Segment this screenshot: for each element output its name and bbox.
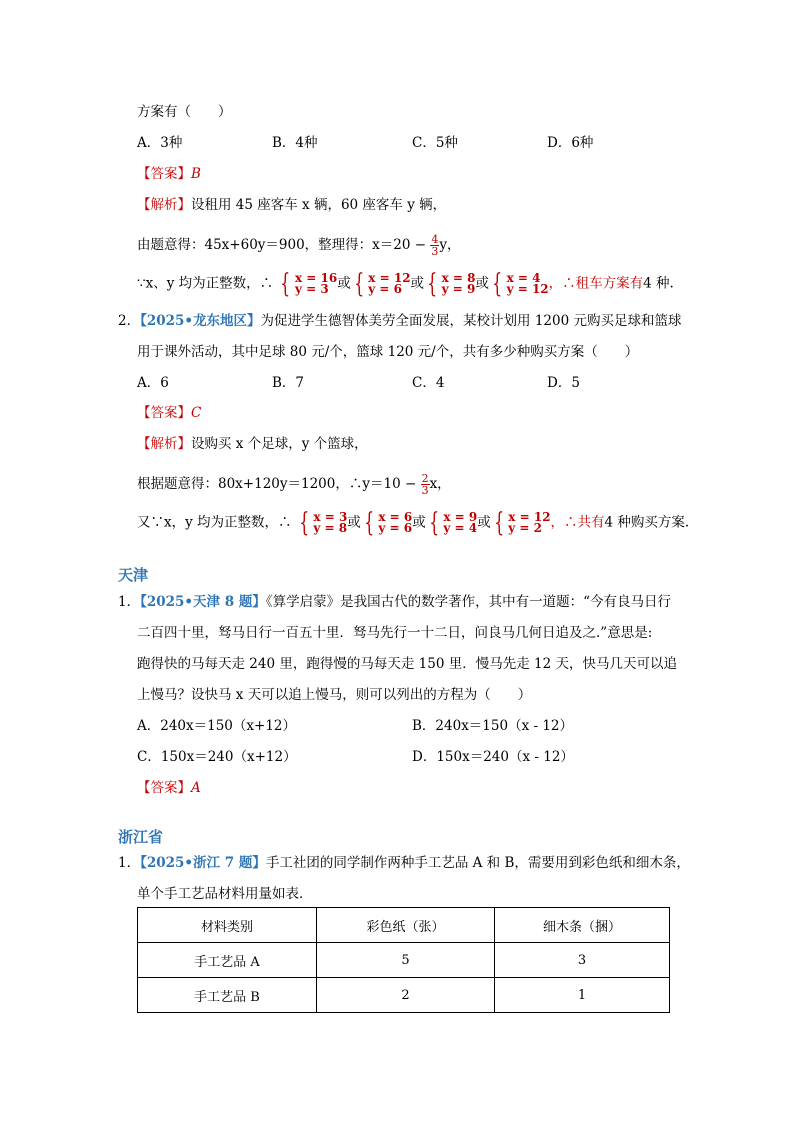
equation-text: 由题意得：45x+60y＝900，整理得：x＝20 −	[137, 237, 427, 253]
option-a: A．240x＝150（x+12）	[137, 718, 297, 734]
question-stem-tail: 方案有（ ）	[137, 104, 232, 120]
table-cell: 1	[495, 978, 670, 1013]
equation-tail: x，	[429, 476, 451, 492]
solution-system-1: { x = 3 y = 8	[299, 508, 348, 538]
answer-label: 【答案】	[137, 405, 191, 421]
condition-text: 又∵x，y 均为正整数，∴	[137, 514, 292, 531]
solution-system-2: { x = 6 y = 6	[364, 508, 413, 538]
option-d: D．5	[547, 375, 580, 391]
sol-y: y = 8	[313, 521, 348, 535]
option-b: B．240x＝150（x - 12）	[412, 718, 574, 734]
question-number: 2．	[118, 313, 141, 329]
analysis-line-3	[137, 269, 674, 299]
analysis-text: 设购买 x 个足球，y 个篮球，	[191, 436, 368, 452]
question-line-2: 单个手工艺品材料用量如表．	[137, 886, 313, 902]
answer-value: B	[191, 166, 201, 182]
table-cell: 5	[317, 943, 495, 978]
analysis-label: 【解析】	[137, 436, 191, 452]
sol-x: x = 6	[378, 510, 413, 524]
answer-label: 【答案】	[137, 166, 191, 182]
sol-y: y = 12	[506, 282, 549, 296]
sol-y: y = 3	[294, 282, 329, 296]
fraction-denominator: 3	[431, 245, 439, 258]
solution-system-3: { x = 8 y = 9	[427, 269, 476, 299]
question-stem: 手工社团的同学制作两种手工艺品 A 和 B，需要用到彩色纸和细木条，	[265, 855, 690, 871]
sol-x: x = 12	[368, 271, 411, 285]
table-header-cell: 材料类别	[138, 908, 317, 943]
option-d: D．6种	[547, 135, 594, 151]
question-line-1	[118, 853, 690, 873]
option-b: B．7	[272, 375, 305, 391]
option-c: C．4	[412, 375, 445, 391]
option-b: B．4种	[272, 135, 318, 151]
solution-system-3: { x = 9 y = 4	[429, 508, 478, 538]
question-2-line-1	[118, 311, 682, 331]
question-number: 1．	[118, 594, 141, 610]
table-row	[138, 978, 670, 1013]
question-line-4: 上慢马？设快马 x 天可以追上慢马，则可以列出的方程为（ ）	[137, 687, 532, 703]
answer-value: C	[191, 405, 202, 421]
equation-tail: y，	[439, 237, 461, 253]
or-word: 或	[347, 514, 361, 531]
analysis-text: 设租用 45 座客车 x 辆，60 座客车 y 辆，	[191, 197, 447, 213]
or-word: 或	[477, 514, 491, 531]
section-heading-zhejiang: 浙江省	[118, 828, 164, 846]
analysis-line-1	[137, 434, 368, 454]
answer-line	[137, 164, 201, 184]
fraction	[421, 473, 430, 496]
sol-x: x = 3	[313, 510, 348, 524]
table-header-cell: 彩色纸（张）	[317, 908, 495, 943]
sol-x: x = 12	[508, 510, 551, 524]
sol-x: x = 9	[443, 510, 478, 524]
option-c: C．150x＝240（x+12）	[137, 749, 297, 765]
analysis-line-2	[137, 234, 461, 257]
option-c: C．5种	[412, 135, 458, 151]
equation-text: 根据题意得：80x+120y＝1200，∴y＝10 −	[137, 476, 417, 492]
question-2-line-2: 用于课外活动，其中足球 80 元/个，篮球 120 元/个，共有多少种购买方案（ ）	[137, 344, 639, 360]
sol-x: x = 4	[506, 271, 541, 285]
table-header-cell: 细木条（捆）	[495, 908, 670, 943]
table-row	[138, 943, 670, 978]
analysis-line-3	[137, 508, 690, 538]
table-header-row	[138, 908, 670, 943]
fraction-numerator: 2	[421, 472, 429, 485]
sol-y: y = 4	[443, 521, 478, 535]
table-cell: 2	[317, 978, 495, 1013]
question-stem: 《算学启蒙》是我国古代的数学著作，其中有一道题：“今有良马日行	[265, 594, 671, 610]
solution-system-4: { x = 12 y = 2	[494, 508, 551, 538]
fraction-denominator: 3	[421, 484, 429, 497]
analysis-label: 【解析】	[137, 197, 191, 213]
conclusion-text: ，∴租车方案有	[548, 275, 644, 292]
sol-y: y = 2	[508, 521, 543, 535]
or-word: 或	[412, 514, 426, 531]
question-line-3: 跑得快的马每天走 240 里，跑得慢的马每天走 150 里．慢马先走 12 天，快马几天可以追	[137, 656, 677, 672]
analysis-line-2	[137, 473, 451, 496]
question-line-1	[118, 592, 671, 612]
option-a: A．6	[137, 375, 169, 391]
analysis-line-1	[137, 195, 446, 215]
answer-line	[137, 403, 201, 423]
sol-y: y = 6	[368, 282, 403, 296]
or-word: 或	[410, 275, 425, 292]
table-cell: 3	[495, 943, 670, 978]
solution-system-1: { x = 16 y = 3	[280, 269, 338, 299]
question-stem: 为促进学生德智体美劳全面发展，某校计划用 1200 元购买足球和篮球	[260, 313, 682, 329]
question-number: 1．	[118, 855, 141, 871]
solution-system-4: { x = 4 y = 12	[492, 269, 549, 299]
sol-x: x = 8	[441, 271, 476, 285]
table-cell: 手工艺品 A	[138, 943, 317, 978]
section-heading-tianjin: 天津	[118, 566, 149, 584]
option-a: A．3种	[137, 135, 183, 151]
conclusion-end: 4 种.	[643, 275, 674, 292]
fraction-numerator: 4	[431, 233, 439, 246]
option-d: D．150x＝240（x - 12）	[412, 749, 574, 765]
conclusion-text: ，∴共有	[550, 514, 605, 531]
question-source: 【2025•龙东地区】	[140, 313, 261, 329]
sol-x: x = 16	[294, 271, 338, 285]
sol-y: y = 6	[378, 521, 413, 535]
answer-value: A	[191, 780, 201, 796]
answer-label: 【答案】	[137, 780, 191, 796]
or-word: 或	[475, 275, 490, 292]
question-line-2: 二百四十里，驽马日行一百五十里．驽马先行一十二日，问良马几何日追及之.”意思是:	[137, 625, 653, 641]
sol-y: y = 9	[441, 282, 476, 296]
materials-table	[137, 907, 670, 1013]
or-word: 或	[337, 275, 351, 292]
answer-line	[137, 778, 201, 798]
condition-text: ∵x、y 均为正整数，∴	[137, 275, 274, 292]
solution-system-2: { x = 12 y = 6	[354, 269, 411, 299]
table-cell: 手工艺品 B	[138, 978, 317, 1013]
conclusion-end: 4 种购买方案.	[604, 514, 690, 531]
question-source: 【2025•浙江 7 题】	[140, 855, 266, 871]
question-source: 【2025•天津 8 题】	[140, 594, 266, 610]
